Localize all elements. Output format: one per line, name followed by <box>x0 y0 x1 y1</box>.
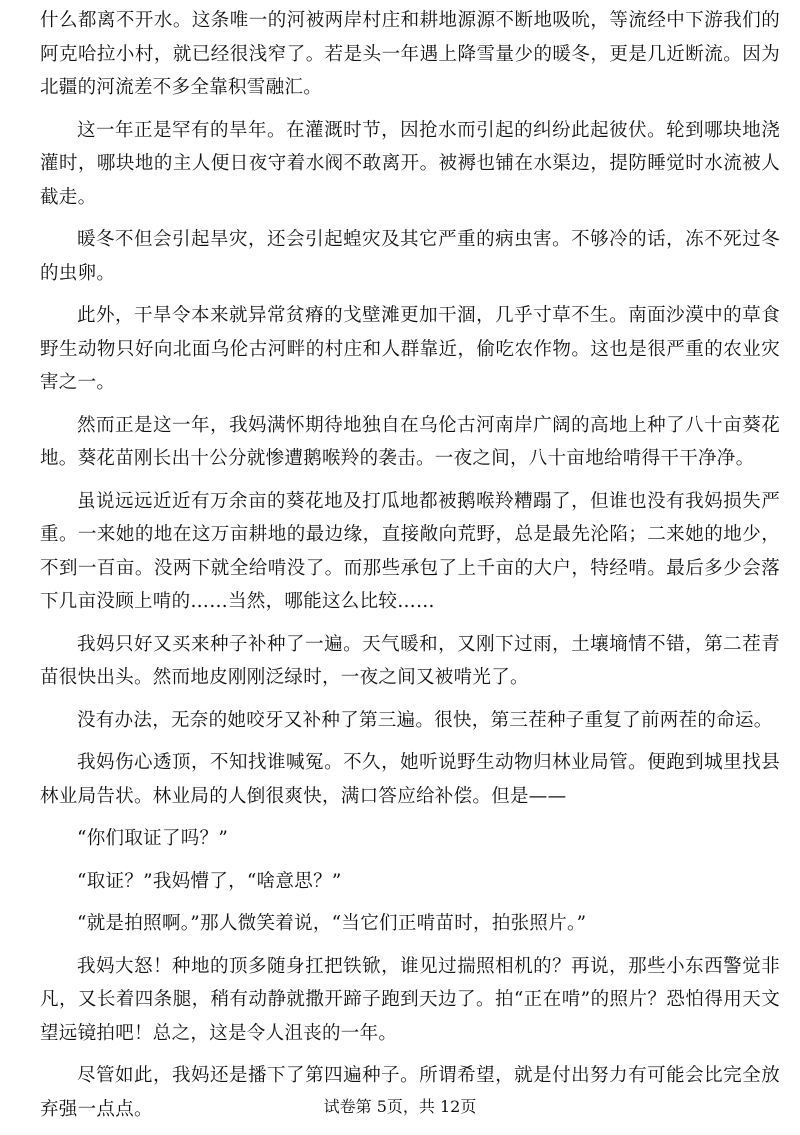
dialogue-line-2: “取证？”我妈懵了，“啥意思？” <box>77 870 342 892</box>
paragraph-14: 尽管如此，我妈还是播下了第四遍种子。所谓希望，就是付出努力有可能会比完全放弃强一点点。 <box>40 1065 780 1120</box>
paragraph-3: 暖冬不但会引起旱灾，还会引起蝗灾及其它严重的病虫害。不够冷的话，冻不死过冬的虫卵。 <box>40 229 780 284</box>
paragraph-7: 我妈只好又买来种子补种了一遍。天气暖和，又刚下过雨，土壤墒情不错，第二茬青苗很快出头。然而地皮刚刚泛绿时，一夜之间又被啃光了。 <box>40 633 780 688</box>
paragraph-6: 虽说远远近近有万余亩的葵花地及打瓜地都被鹅喉羚糟蹋了，但谁也没有我妈损失严重。一来她的地在这万亩耕地的最边缘，直接敞向荒野，总是最先沦陷；二来她的地少，不到一百亩。没两下就全给啃没了。而那些承包了上千亩的大户，特经啃。最后多少会落下几亩没顾上啃的……当然，哪能这么比较…… <box>40 490 780 612</box>
paragraph-8: 没有办法，无奈的她咬牙又补种了第三遍。很快，第三茬种子重复了前两茬的命运。 <box>77 709 773 731</box>
paragraph-9: 我妈伤心透顶，不知找谁喊冤。不久，她听说野生动物归林业局管。便跑到城里找县林业局告状。林业局的人倒很爽快，满口答应给补偿。但是—— <box>40 752 780 807</box>
paragraph-13: 我妈大怒！种地的顶多随身扛把铁锨，谁见过揣照相机的？再说，那些小东西警觉非凡，又长着四条腿，稍有动静就撒开蹄子跑到天边了。拍“正在啃”的照片？恐怕得用天文望远镜拍吧！总之，这是令人沮丧的一年。 <box>40 955 780 1044</box>
paragraph-4: 此外，干旱令本来就异常贫瘠的戈壁滩更加干涸，几乎寸草不生。南面沙漠中的草食野生动物只好向北面乌伦古河畔的村庄和人群靠近，偷吃农作物。这也是很严重的农业灾害之一。 <box>40 305 780 393</box>
paragraph-5: 然而正是这一年，我妈满怀期待地独自在乌伦古河南岸广阔的高地上种了八十亩葵花地。葵花苗刚长出十公分就惨遭鹅喉羚的袭击。一夜之间，八十亩地给啃得干干净净。 <box>40 414 780 469</box>
dialogue-line-3: “就是拍照啊。”那人微笑着说，“当它们正啃苗时，拍张照片。” <box>77 913 587 934</box>
dialogue-line-1: “你们取证了吗？” <box>77 828 229 849</box>
paragraph-1: 什么都离不开水。这条唯一的河被两岸村庄和耕地源源不断地吸吮，等流经中下游我们的阿克哈拉小村，就已经很浅窄了。若是头一年遇上降雪量少的暖冬，更是几近断流。因为北疆的河流差不多全靠积雪融汇。 <box>40 10 780 98</box>
paragraph-2: 这一年正是罕有的旱年。在灌溉时节，因抢水而引起的纠纷此起彼伏。轮到哪块地浇灌时，哪块地的主人便日夜守着水阀不敢离开。被褥也铺在水渠边，提防睡觉时水流被人截走。 <box>40 119 780 208</box>
page-number-footer: 试卷第 5页，共 12页 <box>323 1097 477 1116</box>
document-page <box>40 4 780 1135</box>
